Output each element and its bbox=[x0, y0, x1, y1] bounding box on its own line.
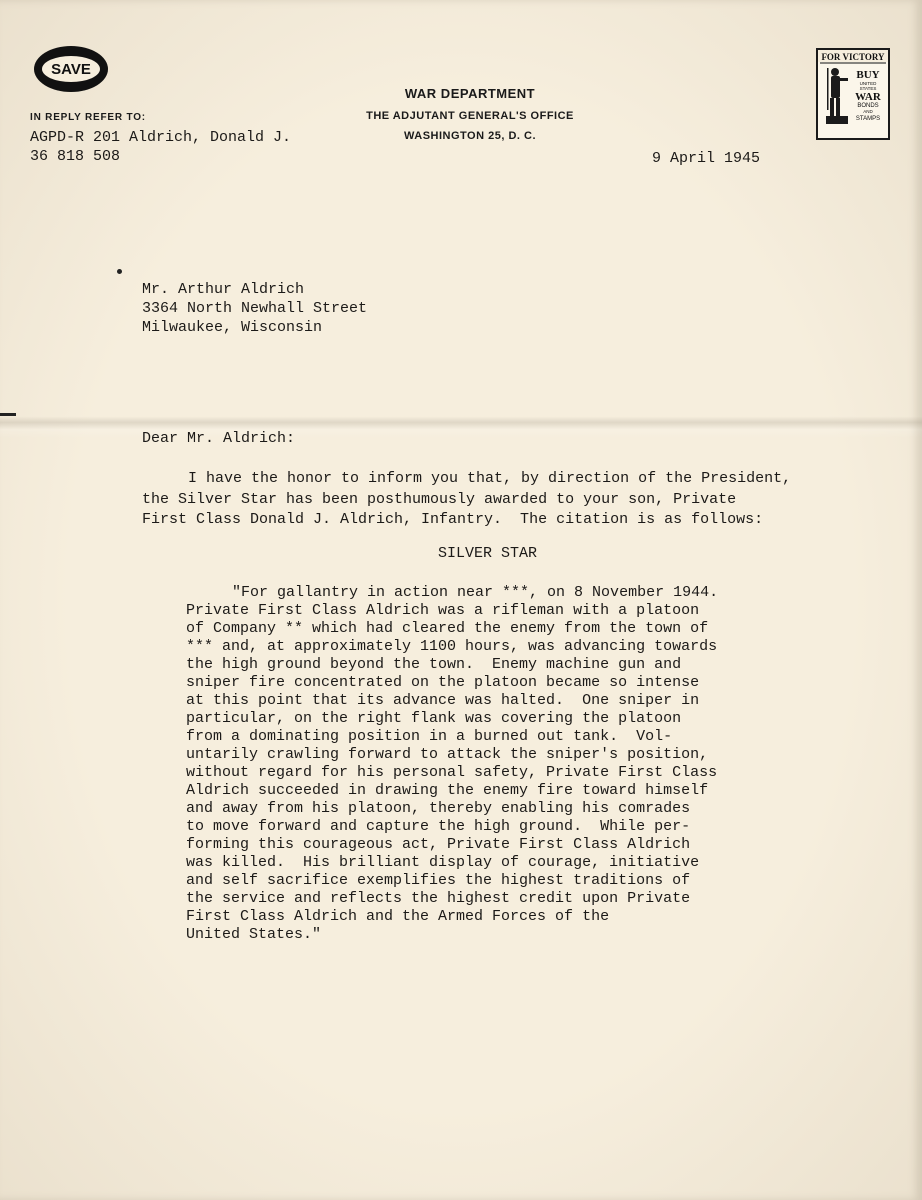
svg-text:BUY: BUY bbox=[856, 69, 880, 81]
letterhead-address: WASHINGTON 25, D. C. bbox=[403, 130, 537, 142]
recipient-name: Mr. Arthur Aldrich bbox=[142, 281, 305, 298]
citation-line: at this point that its advance was halted. One sniper in bbox=[186, 692, 700, 709]
svg-text:FOR VICTORY: FOR VICTORY bbox=[821, 52, 885, 62]
citation-line: and self sacrifice exemplifies the highest traditions of bbox=[186, 872, 691, 889]
serial-number: 36 818 508 bbox=[30, 148, 121, 165]
war-bonds-stamp bbox=[816, 48, 890, 140]
fold-mark bbox=[0, 413, 16, 416]
citation-line: the service and reflects the highest credit upon Private bbox=[186, 890, 691, 907]
letterhead-office: THE ADJUTANT GENERAL'S OFFICE bbox=[366, 110, 574, 122]
recipient-street: 3364 North Newhall Street bbox=[142, 300, 368, 317]
citation-line: untarily crawling forward to attack the sniper's position, bbox=[186, 746, 709, 763]
citation-line: First Class Aldrich and the Armed Forces of the bbox=[186, 908, 610, 925]
minuteman-icon bbox=[826, 68, 848, 124]
citation-line: sniper fire concentrated on the platoon became so intense bbox=[186, 674, 700, 691]
citation-line: particular, on the right flank was covering the platoon bbox=[186, 710, 682, 727]
letter-date: 9 April 1945 bbox=[652, 150, 761, 167]
citation-line: was killed. His brilliant display of courage, initiative bbox=[186, 854, 700, 871]
citation-line: Private First Class Aldrich was a rifleman with a platoon bbox=[186, 602, 700, 619]
svg-text:UNITED: UNITED bbox=[859, 81, 877, 86]
ink-dot bbox=[117, 269, 122, 274]
intro-line: I have the honor to inform you that, by direction of the President, bbox=[188, 470, 792, 487]
citation-line: forming this courageous act, Private First Class Aldrich bbox=[186, 836, 691, 853]
save-conservation-badge bbox=[32, 44, 110, 94]
citation-line: Aldrich succeeded in drawing the enemy fire toward himself bbox=[186, 782, 709, 799]
svg-text:STAMPS: STAMPS bbox=[855, 116, 881, 122]
citation-line: the high ground beyond the town. Enemy machine gun and bbox=[186, 656, 682, 673]
intro-line: the Silver Star has been posthumously awarded to your son, Private bbox=[142, 491, 737, 508]
minuteman-stamp-graphic bbox=[818, 50, 888, 138]
citation-line: without regard for his personal safety, Private First Class bbox=[186, 764, 718, 781]
svg-text:AND: AND bbox=[863, 109, 873, 114]
citation-line: *** and, at approximately 1100 hours, was advancing towards bbox=[186, 638, 718, 655]
citation-title: SILVER STAR bbox=[438, 545, 538, 562]
save-badge-text: SAVE bbox=[51, 61, 91, 78]
citation-line: United States." bbox=[186, 926, 322, 943]
svg-text:STATES: STATES bbox=[859, 86, 877, 91]
intro-line: First Class Donald J. Aldrich, Infantry. The citation is as follows: bbox=[142, 511, 764, 528]
citation-line: "For gallantry in action near ***, on 8 November 1944. bbox=[232, 584, 719, 601]
recipient-city: Milwaukee, Wisconsin bbox=[142, 319, 323, 336]
citation-line: from a dominating position in a burned out tank. Vol- bbox=[186, 728, 673, 745]
save-badge-graphic bbox=[32, 44, 110, 94]
reply-reference-label: IN REPLY REFER TO: bbox=[30, 112, 146, 123]
citation-line: to move forward and capture the high ground. While per- bbox=[186, 818, 691, 835]
letterhead-title: WAR DEPARTMENT bbox=[404, 86, 536, 101]
citation-line: of Company ** which had cleared the enemy from the town of bbox=[186, 620, 709, 637]
citation-line: and away from his platoon, thereby enabling his comrades bbox=[186, 800, 691, 817]
svg-text:WAR: WAR bbox=[855, 91, 881, 103]
svg-text:BONDS: BONDS bbox=[857, 103, 879, 109]
salutation: Dear Mr. Aldrich: bbox=[142, 430, 296, 447]
file-reference: AGPD-R 201 Aldrich, Donald J. bbox=[30, 129, 292, 146]
